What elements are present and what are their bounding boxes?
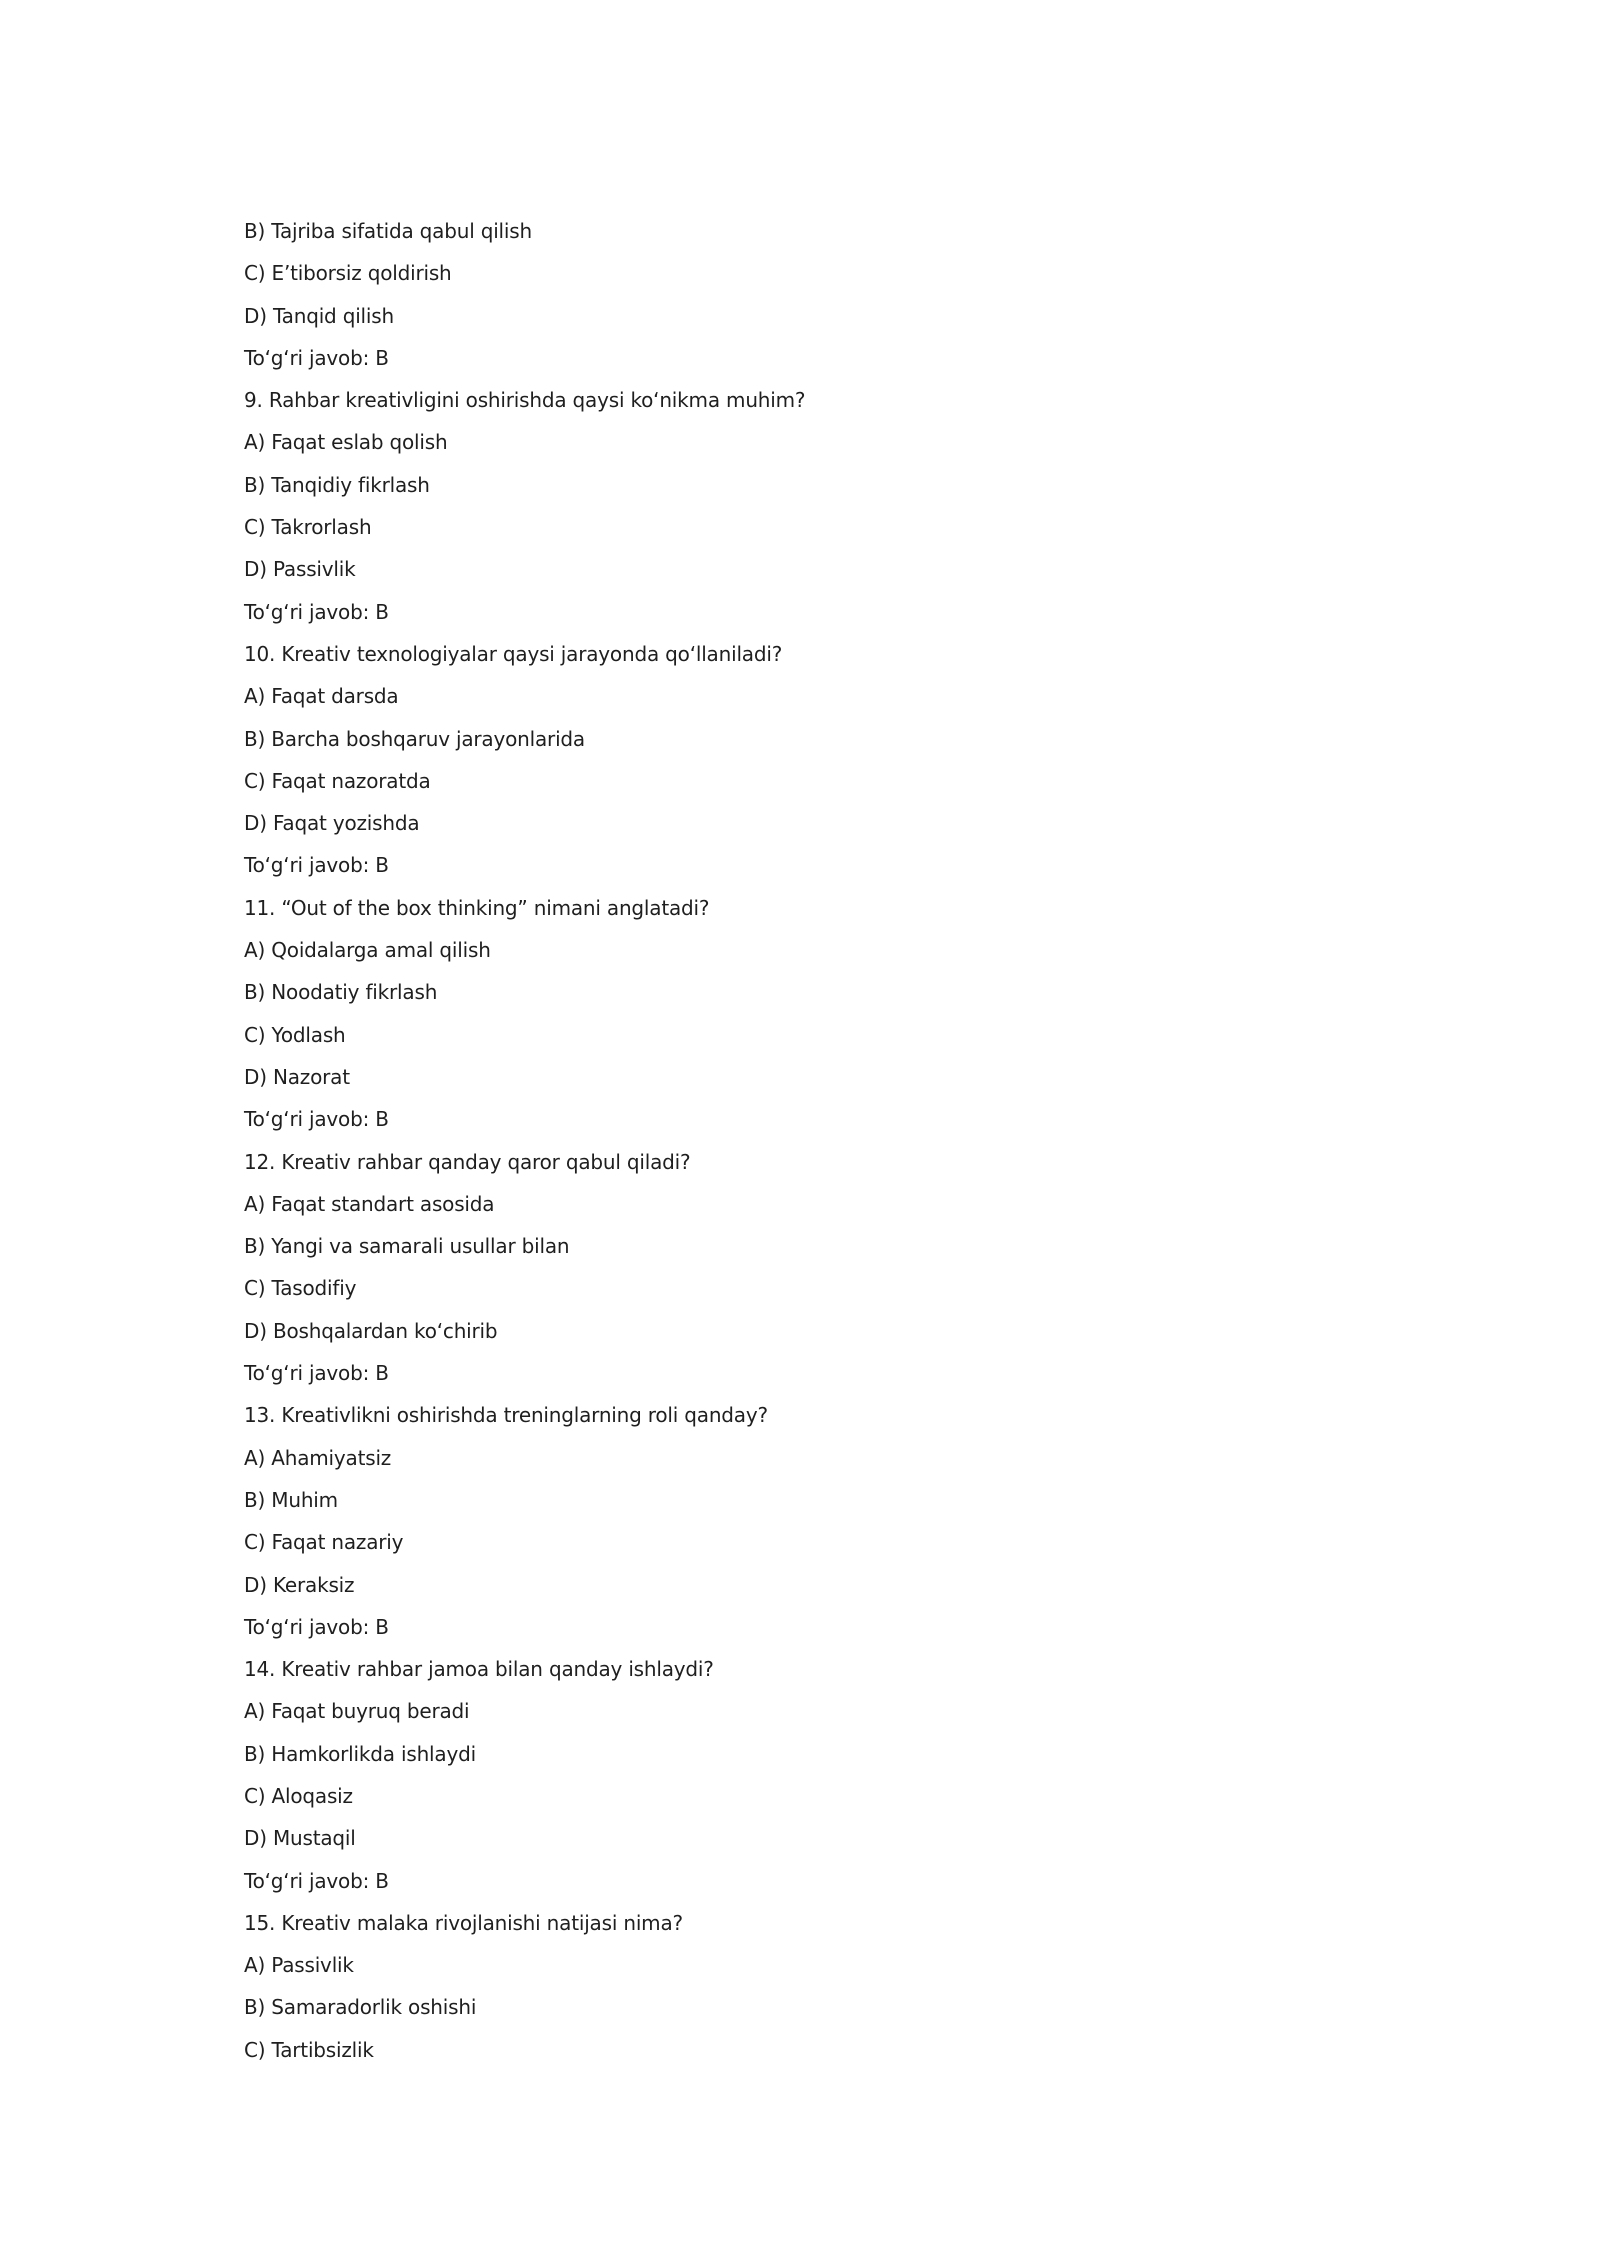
answer-line: To‘g‘ri javob: B — [244, 345, 389, 370]
answer-line: To‘g‘ri javob: B — [244, 599, 389, 624]
text-line: A) Faqat eslab qolish — [244, 430, 448, 455]
text-line: B) Yangi va samarali usullar bilan — [244, 1234, 570, 1259]
question-line: 9. Rahbar kreativligini oshirishda qaysi ko‘nikma muhim? — [244, 388, 806, 413]
text-line: C) Takrorlash — [244, 515, 372, 540]
answer-line: To‘g‘ri javob: B — [244, 853, 389, 878]
text-line: B) Barcha boshqaruv jarayonlarida — [244, 726, 585, 751]
text-line: C) Yodlash — [244, 1022, 346, 1047]
question-line: 13. Kreativlikni oshirishda treninglarning roli qanday? — [244, 1403, 768, 1428]
text-line: A) Faqat darsda — [244, 684, 399, 709]
question-line: 10. Kreativ texnologiyalar qaysi jarayonda qo‘llaniladi? — [244, 641, 783, 666]
text-line: B) Samaradorlik oshishi — [244, 1995, 477, 2020]
text-line: B) Muhim — [244, 1487, 338, 1512]
text-line: A) Qoidalarga amal qilish — [244, 938, 491, 963]
text-line: B) Tajriba sifatida qabul qilish — [244, 219, 532, 243]
text-line: D) Mustaqil — [244, 1826, 356, 1851]
question-line: 12. Kreativ rahbar qanday qaror qabul qiladi? — [244, 1149, 691, 1174]
text-line: D) Keraksiz — [244, 1572, 355, 1597]
text-line: B) Hamkorlikda ishlaydi — [244, 1741, 476, 1766]
text-line: B) Noodatiy fikrlash — [244, 980, 438, 1005]
text-line: A) Faqat standart asosida — [244, 1191, 495, 1216]
question-line: 15. Kreativ malaka rivojlanishi natijasi nima? — [244, 1910, 683, 1935]
text-line: A) Ahamiyatsiz — [244, 1445, 392, 1470]
text-line: D) Faqat yozishda — [244, 811, 420, 836]
answer-line: To‘g‘ri javob: B — [244, 1868, 389, 1893]
text-line: C) Tasodifiy — [244, 1276, 357, 1301]
answer-line: To‘g‘ri javob: B — [244, 1614, 389, 1639]
document-content — [244, 216, 1394, 2077]
text-line: C) Aloqasiz — [244, 1783, 353, 1808]
text-line: A) Passivlik — [244, 1953, 354, 1978]
question-line: 11. “Out of the box thinking” nimani anglatadi? — [244, 895, 710, 920]
text-line: C) Tartibsizlik — [244, 2037, 374, 2062]
text-line: D) Nazorat — [244, 1064, 350, 1089]
text-line: C) Faqat nazariy — [244, 1530, 404, 1555]
answer-line: To‘g‘ri javob: B — [244, 1361, 389, 1386]
text-line: C) Faqat nazoratda — [244, 768, 431, 793]
text-line: D) Boshqalardan ko‘chirib — [244, 1318, 498, 1343]
text-line: D) Tanqid qilish — [244, 303, 394, 328]
answer-line: To‘g‘ri javob: B — [244, 1107, 389, 1132]
text-line: B) Tanqidiy fikrlash — [244, 472, 430, 497]
text-line: C) E’tiborsiz qoldirish — [244, 261, 452, 286]
question-line: 14. Kreativ rahbar jamoa bilan qanday ishlaydi? — [244, 1657, 714, 1682]
text-line: A) Faqat buyruq beradi — [244, 1699, 470, 1724]
text-line: D) Passivlik — [244, 557, 356, 582]
